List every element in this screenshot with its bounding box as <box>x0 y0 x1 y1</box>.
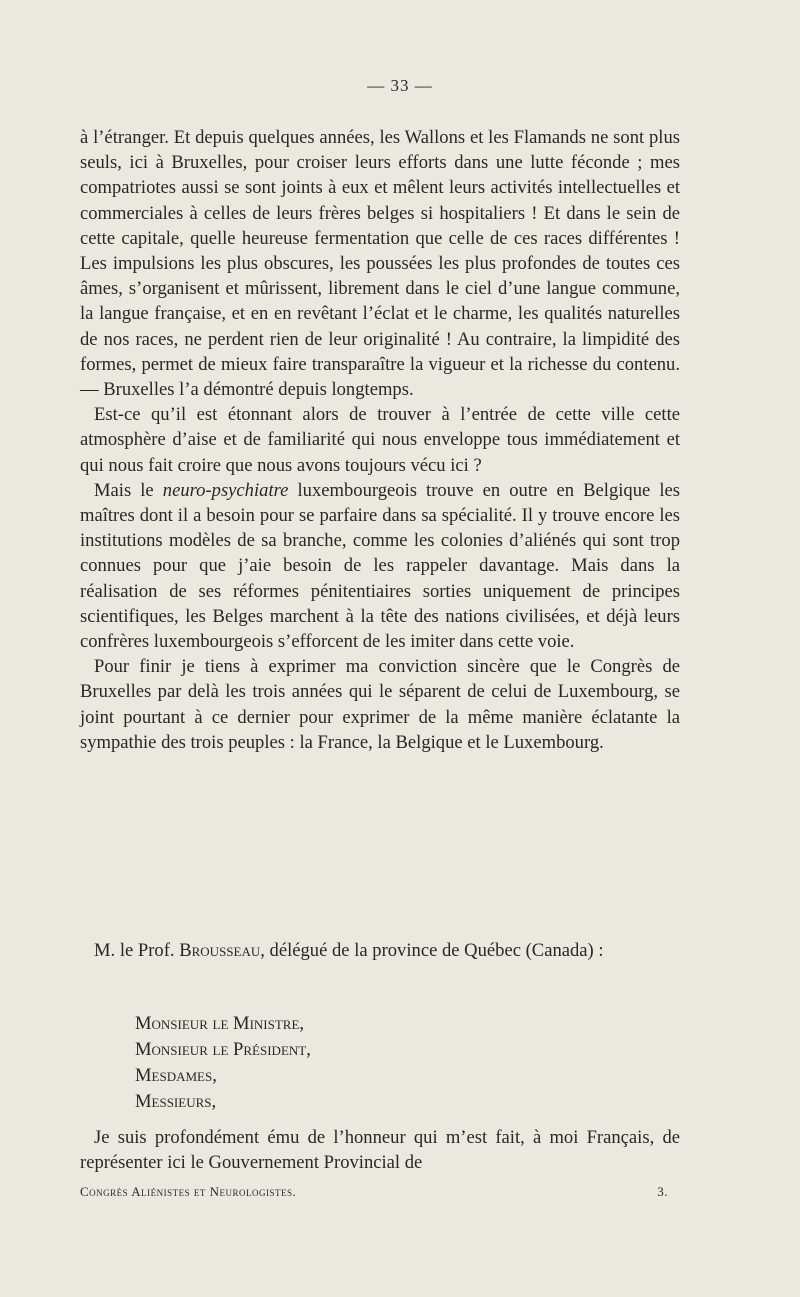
salutations <box>135 1011 311 1115</box>
running-footer-title: Congrès Aliénistes et Neurologistes. <box>80 1184 297 1199</box>
speaker-name: Brousseau <box>179 940 261 961</box>
paragraph-4: Pour finir je tiens à exprimer ma conviction sincère que le Congrès de Bruxelles par delà les trois années qui le séparent de celui de Luxembourg, se joint pourtant à ce dernier pour exprimer de la même manière éclatante la sympathie des trois peuples : la France, la Belgique et le Luxembourg. <box>80 656 680 753</box>
footer <box>80 1184 680 1200</box>
paragraph-2: Est-ce qu’il est étonnant alors de trouver à l’entrée de cette ville cette atmosphère d’aise et de familiarité qui nous enveloppe tous immédiatement et qui nous fait croire que nous avons toujours vécu ici ? <box>80 404 680 476</box>
closing-paragraph <box>80 1125 680 1175</box>
salutation-line: Monsieur le Ministre, <box>135 1013 305 1034</box>
salutation-line: Messieurs, <box>135 1091 217 1112</box>
closing-text: Je suis profondément ému de l’honneur qui m’est fait, à moi Français, de représenter ici le Gouvernement Provincial de <box>80 1127 680 1174</box>
paragraph-3-rest: luxembourgeois trouve en outre en Belgique les maîtres dont il a besoin pour se parfaire dans sa spécialité. Il y trouve encore les institutions modèles de sa branche, comme les colonies d’aliénés qui sont trop connues pour que j’aie besoin de les rappeler davantage. Mais dans la réalisation de ses réformes pénitentiaires sorties uniquement de principes scientifiques, les Belges marchent à la tête des nations civilisées, et déjà leurs confrères luxembourgeois s’efforcent de les imiter dans cette voie. <box>80 479 680 653</box>
speaker-line <box>80 938 680 963</box>
speaker-suffix: , délégué de la province de Québec (Canada) : <box>260 940 604 961</box>
signature-mark: 3. <box>657 1184 668 1199</box>
emphasis-term: neuro-psychiatre <box>162 479 289 501</box>
paragraph-3 <box>80 478 680 654</box>
salutation-line: Mesdames, <box>135 1065 217 1086</box>
body-text <box>80 125 680 755</box>
speaker-prefix: M. le Prof. <box>94 940 180 961</box>
salutation-line: Monsieur le Président, <box>135 1039 311 1060</box>
page-number: — 33 — <box>367 76 433 95</box>
paragraph-3-start: Mais le <box>94 479 163 501</box>
paragraph-1: à l’étranger. Et depuis quelques années, les Wallons et les Flamands ne sont plus seuls, ici à Bruxelles, pour croiser leurs efforts dans une lutte féconde ; mes compatriotes aussi se sont joints à eux et mêlent leurs activités intellectuelles et commerciales à celles de leurs frères belges si hospitaliers ! Et dans le sein de cette capitale, quelle heureuse fermentation que celle de ces races différentes ! Les impulsions les plus obscures, les poussées les plus profondes de toutes ces âmes, s’organisent et mûrissent, librement dans le ciel d’une langue commune, la langue française, et en en revêtant l’éclat et le charme, les qualités naturelles de nos races, ne perdent rien de leur originalité ! Au contraire, la limpidité des formes, permet de mieux faire transparaître la vigueur et la richesse du contenu. — Bruxelles l’a démontré depuis longtemps. <box>80 127 680 401</box>
